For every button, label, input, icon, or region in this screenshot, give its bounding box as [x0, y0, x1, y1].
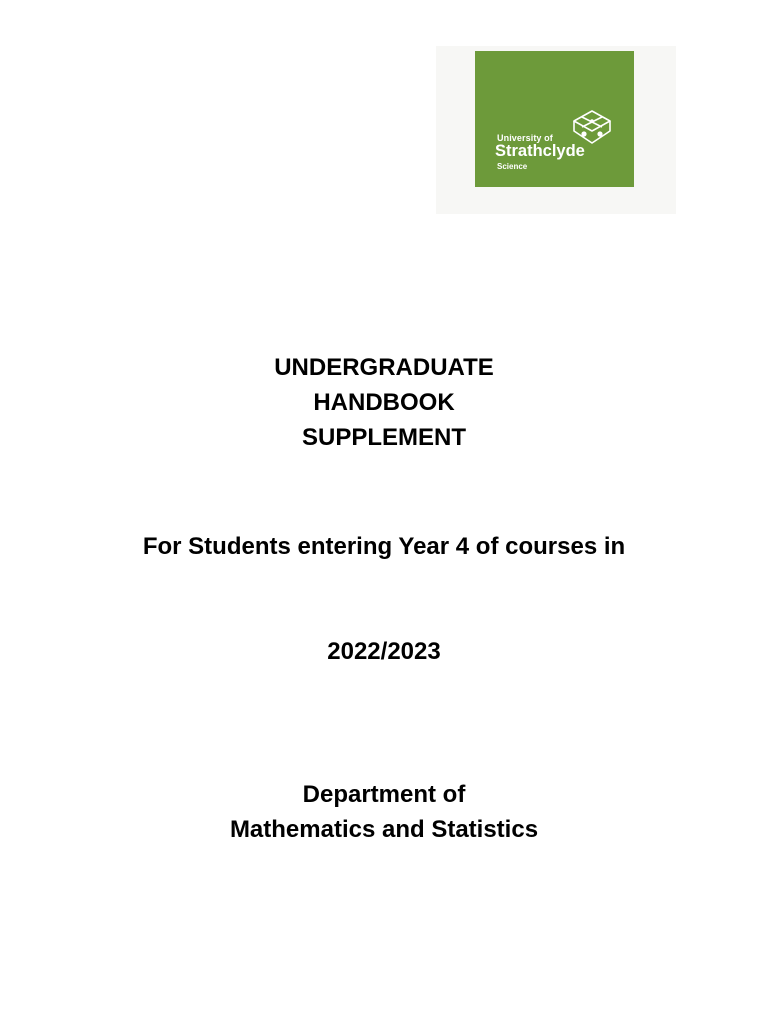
logo-university-of: University of — [497, 133, 553, 143]
department-line-2: Mathematics and Statistics — [229, 816, 539, 843]
department-name — [0, 777, 768, 847]
university-logo — [475, 51, 634, 187]
title-line-2: HANDBOOK — [313, 389, 455, 416]
title-line-1: UNDERGRADUATE — [274, 354, 494, 381]
academic-year-text: 2022/2023 — [327, 638, 441, 665]
logo-science: Science — [497, 162, 528, 171]
document-subtitle — [0, 529, 768, 564]
academic-year — [0, 634, 768, 669]
subtitle-text: For Students entering Year 4 of courses in — [142, 533, 626, 560]
crest-icon — [570, 109, 614, 145]
department-line-1: Department of — [302, 781, 466, 808]
title-line-3: SUPPLEMENT — [301, 424, 466, 451]
document-title — [0, 350, 768, 455]
logo-strathclyde: Strathclyde — [495, 142, 585, 160]
